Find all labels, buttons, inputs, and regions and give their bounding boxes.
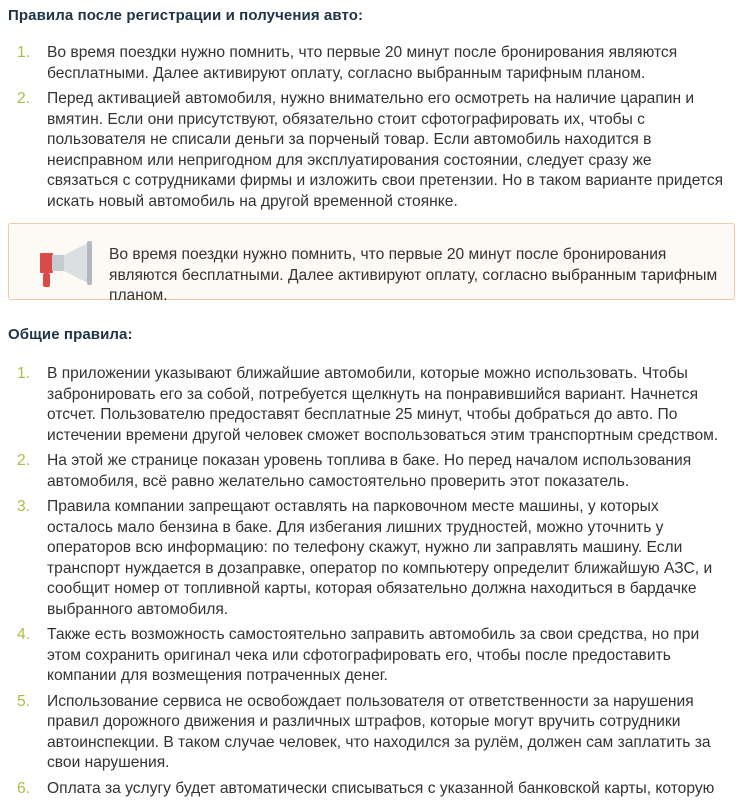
list-number: 1. (17, 365, 31, 382)
general-rules-list (0, 364, 747, 804)
info-callout (8, 223, 735, 304)
list-number: 6. (17, 779, 31, 797)
list-number: 1. (17, 44, 31, 61)
list-item (0, 779, 747, 800)
section-heading-general: Общие правила: (8, 326, 133, 343)
callout-text: Во время поездки нужно помнить, что первые 20 минут после бронирования являются бесплатными. Далее активируют оплату, согласно выбранным тарифным планом. (109, 246, 718, 304)
list-item-text: Использование сервиса не освобождает пользователя от ответственности за нарушения правил дорожного движения и различных штрафов, которые могут вручить сотрудники автоинспекции. В таком случае человек, что находился за рулём, должен сам заплатить за свои нарушения. (47, 692, 711, 771)
list-item-text: Правила компании запрещают оставлять на парковочном месте машины, у которых осталось мало бензина в баке. Для избегания лишних трудностей, можно уточнить у операторов всю информацию: по телефону скажут, нужно ли заправлять машину. Если транспорт нуждается в дозаправке, оператор по компьютеру определит ближайшую АЗС, и сообщит номер от топливной карты, которая обязательно должна находиться в бардачке выбранного автомобиля. (47, 498, 713, 618)
list-item (0, 89, 747, 212)
list-number: 3. (17, 498, 31, 515)
list-number: 4. (17, 626, 31, 643)
list-item (0, 692, 747, 774)
megaphone-icon (36, 238, 100, 288)
section-heading-registration: Правила после регистрации и получения авто: (8, 7, 364, 24)
list-item-text: На этой же странице показан уровень топлива в баке. Но перед началом использования автомобиля, всё равно желательно самостоятельно проверить этот показатель. (47, 452, 692, 490)
list-item-text: Оплата за услугу будет автоматически списываться с указанной банковской карты, которую (47, 779, 715, 797)
list-item-text: В приложении указывают ближайшие автомобили, которые можно использовать. Чтобы забронировать его за собой, потребуется щелкнуть на понравившийся вариант. Начнется отсчет. Пользователю предоставят бесплатные 25 минут, чтобы добраться до авто. По истечении времени другой человек сможет воспользоваться этим транспортным средством. (47, 365, 719, 444)
list-item (0, 43, 747, 84)
list-item-text: Также есть возможность самостоятельно заправить автомобиль за свои средства, но при этом сохранить оригинал чека или сфотографировать его, чтобы после предоставить компании для возмещения потраченных денег. (47, 626, 700, 684)
registration-rules-list (0, 43, 747, 217)
list-number: 5. (17, 692, 31, 710)
list-item (0, 364, 747, 446)
list-item (0, 451, 747, 492)
list-item (0, 497, 747, 620)
list-item (0, 625, 747, 687)
list-item-text: Во время поездки нужно помнить, что первые 20 минут после бронирования являются бесплатными. Далее активируют оплату, согласно выбранным тарифным планом. (47, 44, 678, 82)
list-item-text: Перед активацией автомобиля, нужно внимательно его осмотреть на наличие царапин и вмятин. Если они присутствуют, обязательно стоит сфотографировать их, чтобы с пользователя не списали деньги за порченый товар. Если автомобиль находится в неисправном или непригодном для эксплуатирования состоянии, следует сразу же связаться с сотрудниками фирмы и изложить свои претензии. Но в таком варианте придется искать новый автомобиль на другой временной стоянке. (47, 90, 724, 210)
list-number: 2. (17, 90, 31, 107)
list-number: 2. (17, 452, 31, 469)
